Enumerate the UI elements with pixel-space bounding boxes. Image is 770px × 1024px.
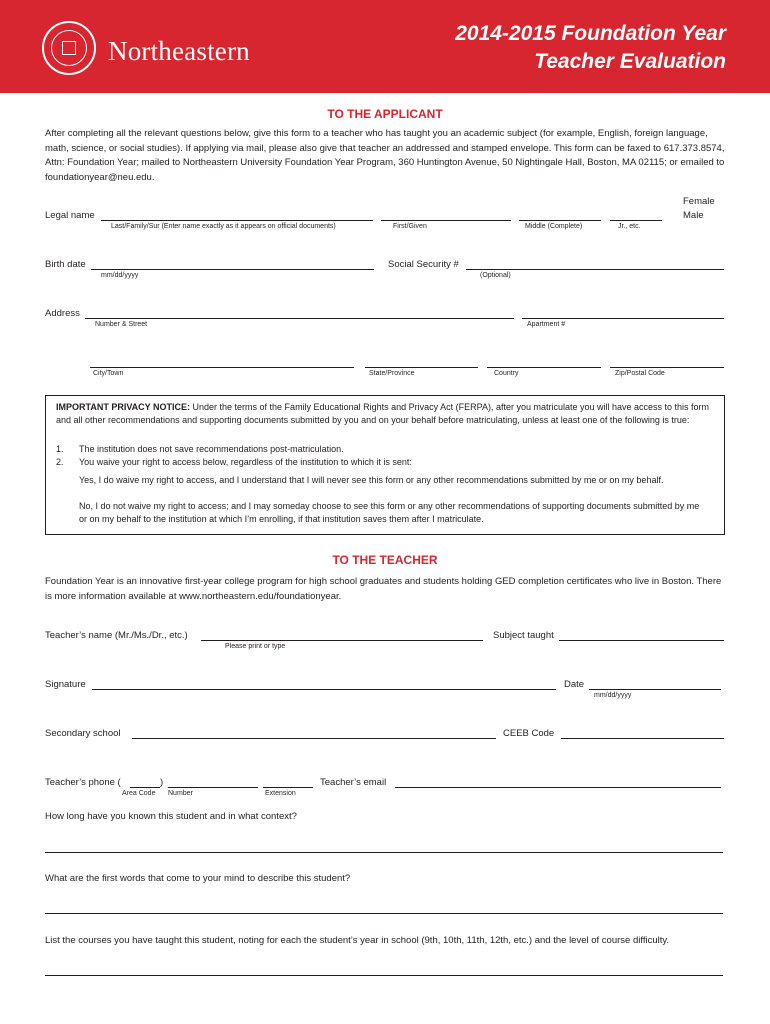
legal-name-first-field[interactable] [381, 220, 511, 221]
form-title [455, 20, 726, 76]
address-sub-street: Number & Street [95, 321, 148, 328]
question-3: List the courses you have taught this student, noting for each the student’s year in school (9th, 10th, 11th, 12th, etc.) and the level of course difficulty. [45, 935, 670, 946]
legal-name-sub-middle: Middle (Complete) [525, 223, 583, 230]
secondary-school-field[interactable] [132, 738, 496, 739]
country-sub: Country [494, 370, 519, 377]
waive-no-option[interactable]: No, I do not waive my right to access; and I may someday choose to see this form or any other recommendations of supporting documents submitted by me or on my behalf to the institution at which I’m enrolling, if that institution saves them after I matriculate. [79, 501, 700, 524]
privacy-notice-body: Under the terms of the Family Educational Rights and Privacy Act (FERPA), after you matriculate you will have access to this form and all other recommendations and supporting documents submitted by you and on your behalf before matriculating, unless at least one of the following is true: [56, 402, 710, 425]
legal-name-sub-last: Last/Family/Sur (Enter name exactly as it appears on official documents) [111, 223, 336, 230]
seal-core-shield [62, 41, 76, 55]
privacy-notice-box [45, 395, 725, 535]
ceeb-code-label: CEEB Code [503, 728, 555, 739]
seal-inner-ring [51, 30, 87, 66]
signature-field[interactable] [92, 689, 556, 690]
privacy-notice-title: IMPORTANT PRIVACY NOTICE: [56, 402, 191, 412]
secondary-school-label: Secondary school [45, 728, 121, 739]
signature-label: Signature [45, 679, 86, 690]
privacy-item1-num: 1. [56, 444, 64, 454]
privacy-notice-text [56, 401, 716, 427]
teacher-name-label: Teacher’s name (Mr./Ms./Dr., etc.) [45, 630, 188, 641]
zip-field[interactable] [610, 367, 724, 368]
birth-date-label: Birth date [45, 259, 86, 270]
subject-taught-field[interactable] [559, 640, 724, 641]
legal-name-suffix-field[interactable] [610, 220, 662, 221]
phone-sub-number: Number [168, 790, 193, 797]
ssn-sub: (Optional) [480, 272, 511, 279]
form-title-line2: Teacher Evaluation [534, 50, 726, 73]
teacher-phone-label: Teacher’s phone ( [45, 777, 121, 788]
privacy-item2: You waive your right to access below, regardless of the institution to which it is sent: [79, 457, 412, 467]
teacher-email-field[interactable] [395, 787, 721, 788]
applicant-heading: TO THE APPLICANT [327, 107, 443, 121]
address-apt-field[interactable] [522, 318, 724, 319]
gender-female-option[interactable]: Female [683, 196, 715, 207]
address-label: Address [45, 308, 80, 319]
university-seal-logo [42, 21, 96, 75]
birth-date-field[interactable] [91, 269, 374, 270]
date-field[interactable] [589, 689, 721, 690]
phone-paren-close: ) [160, 777, 164, 788]
answer-1-field[interactable] [45, 852, 723, 853]
ssn-field[interactable] [466, 269, 724, 270]
phone-sub-area: Area Code [122, 790, 156, 797]
answer-2-field[interactable] [45, 913, 723, 914]
phone-extension-field[interactable] [263, 787, 313, 788]
ceeb-code-field[interactable] [561, 738, 724, 739]
legal-name-middle-field[interactable] [519, 220, 601, 221]
teacher-name-field[interactable] [201, 640, 483, 641]
ssn-label: Social Security # [388, 259, 459, 270]
legal-name-last-field[interactable] [101, 220, 373, 221]
teacher-intro: Foundation Year is an innovative first-year college program for high school graduates and students holding GED completion certificates who live in Boston. There is more information available at www.northeastern.edu/foundationyear. [45, 576, 722, 602]
legal-name-sub-suffix: Jr., etc. [618, 223, 641, 230]
teacher-name-sub: Please print or type [225, 643, 286, 650]
applicant-intro: After completing all the relevant questions below, give this form to a teacher who has taught you an academic subject (for example, English, foreign language, math, science, or social studies). If applying via mail, please also give that teacher an addressed and stamped envelope. This form can be faxed to 617.373.8574, Attn: Foundation Year; mailed to Northeastern University Foundation Year Program, 360 Huntington Avenue, 50 Nightingale Hall, Boston, MA 02115; or emailed to foundationyear@neu.edu. [45, 128, 725, 183]
teacher-email-label: Teacher’s email [320, 777, 387, 788]
legal-name-sub-first: First/Given [393, 223, 427, 230]
phone-number-field[interactable] [168, 787, 258, 788]
country-field[interactable] [487, 367, 601, 368]
header-banner [0, 0, 770, 93]
privacy-item1: The institution does not save recommendations post-matriculation. [79, 444, 344, 454]
phone-area-code-field[interactable] [130, 787, 160, 788]
subject-taught-label: Subject taught [493, 630, 554, 641]
state-sub: State/Province [369, 370, 415, 377]
date-label: Date [564, 679, 585, 690]
brand-wordmark: Northeastern [108, 36, 250, 66]
zip-sub: Zip/Postal Code [615, 370, 665, 377]
form-title-line1: 2014-2015 Foundation Year [455, 22, 726, 45]
waive-yes-option[interactable]: Yes, I do waive my right to access, and I understand that I will never see this form or any other recommendations submitted by me or on my behalf. [79, 475, 664, 485]
address-sub-apt: Apartment # [527, 321, 566, 328]
city-field[interactable] [90, 367, 354, 368]
question-2: What are the first words that come to your mind to describe this student? [45, 873, 351, 884]
state-field[interactable] [365, 367, 478, 368]
city-sub: City/Town [93, 370, 124, 377]
answer-3-field[interactable] [45, 975, 723, 976]
birth-date-sub: mm/dd/yyyy [101, 272, 139, 279]
phone-sub-ext: Extension [265, 790, 296, 797]
privacy-item2-num: 2. [56, 457, 64, 467]
teacher-heading: TO THE TEACHER [332, 553, 438, 567]
date-sub: mm/dd/yyyy [594, 692, 632, 699]
address-street-field[interactable] [85, 318, 514, 319]
legal-name-label: Legal name [45, 210, 95, 221]
question-1: How long have you known this student and in what context? [45, 811, 297, 822]
gender-male-option[interactable]: Male [683, 210, 704, 221]
